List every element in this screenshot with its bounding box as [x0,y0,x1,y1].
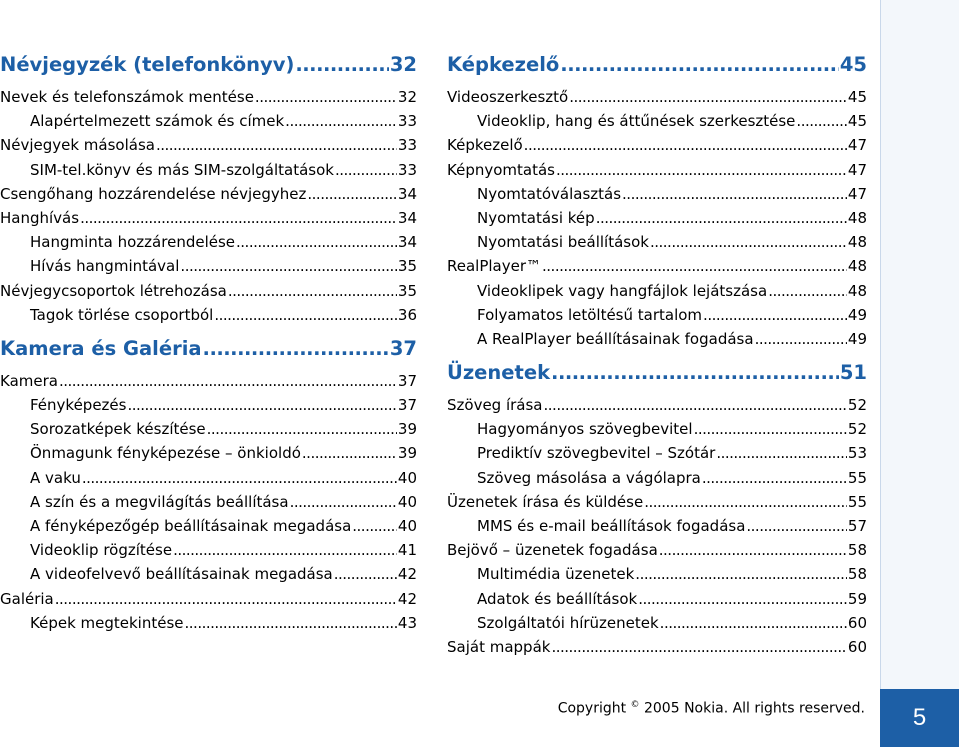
toc-entry-title: Saját mappák [447,637,551,656]
toc-entry[interactable] [0,158,417,182]
toc-entry-page: 49 [847,305,867,324]
toc-entry[interactable] [447,230,867,254]
toc-entry-page: 42 [397,565,417,584]
toc-entry[interactable] [0,611,417,635]
toc-entry[interactable] [0,562,417,586]
toc-entry[interactable] [447,182,867,206]
toc-entry-title: A fényképezőgép beállításainak megadása [30,517,352,535]
dot-leader [703,303,847,327]
toc-entry-page: 48 [847,281,867,300]
toc-entry-page: 55 [847,492,867,511]
dot-leader [334,562,397,586]
dot-leader [755,327,847,351]
toc-entry-title: Névjegyek másolása [0,136,155,155]
toc-entry-page: 37 [389,336,417,360]
dot-leader [702,466,847,490]
toc-entry[interactable] [447,303,867,327]
toc-entry-page: 48 [847,233,867,252]
toc-entry-title: Nyomtatóválasztás [477,184,622,203]
toc-entry-page: 45 [847,88,867,106]
dot-leader [173,538,397,562]
dot-leader [638,587,847,611]
toc-entry-page: 39 [397,420,417,439]
dot-leader [660,611,847,635]
dot-leader [285,109,397,133]
toc-entry-title: MMS és e-mail beállítások fogadása [477,517,746,535]
toc-entry-title: Nyomtatási beállítások [477,233,649,252]
toc-entry-title: Képkezelő [447,53,560,76]
toc-entry-title: Videoklipek vagy hangfájlok lejátszása [477,281,768,300]
toc-entry-page: 52 [847,396,867,415]
toc-entry[interactable] [447,109,867,133]
dot-leader [746,514,847,538]
toc-entry-page: 40 [397,492,417,511]
toc-entry-page: 43 [397,613,417,632]
toc-section-heading[interactable] [0,336,417,362]
dot-leader [569,85,847,109]
toc-entry-title: Képnyomtatás [447,160,555,179]
toc-entry-page: 41 [397,541,417,560]
dot-leader [82,466,397,490]
toc-entry-page: 32 [389,53,417,76]
dot-leader [622,182,847,206]
dot-leader [207,417,397,441]
toc-entry[interactable] [447,133,867,157]
dot-leader [544,393,847,417]
toc-entry-page: 34 [397,184,417,203]
dot-leader [796,109,846,133]
toc-entry[interactable] [447,279,867,303]
dot-leader [302,441,397,465]
toc-entry-title: Csengőhang hozzárendelése névjegyhez [0,184,307,203]
toc-entry-title: Hangminta hozzárendelése [30,233,236,252]
toc-entry-title: Folyamatos letöltésű tartalom [477,305,703,324]
toc-entry-page: 49 [847,329,867,348]
toc-entry[interactable] [0,206,417,230]
toc-entry-page: 48 [847,257,867,276]
toc-entry[interactable] [447,466,867,490]
dot-leader [542,254,847,278]
toc-entry[interactable] [447,393,867,417]
dot-leader [290,490,397,514]
toc-entry-page: 34 [397,208,417,227]
toc-entry-page: 33 [397,136,417,155]
toc-entry[interactable] [447,587,867,611]
dot-leader [255,85,397,109]
toc-entry[interactable] [447,254,867,278]
toc-entry-title: Videoklip rögzítése [30,541,173,560]
toc-entry[interactable] [0,538,417,562]
toc-entry-page: 34 [397,233,417,252]
toc-entry-title: Adatok és beállítások [477,589,638,608]
dot-leader [228,279,397,303]
toc-entry[interactable] [0,441,417,465]
toc-entry[interactable] [447,206,867,230]
toc-entry-page: 51 [839,361,867,385]
dot-leader [335,158,397,182]
toc-entry-title: SIM-tel.könyv és más SIM-szolgáltatások [30,160,334,179]
dot-leader [694,417,847,441]
toc-entry-page: 40 [397,517,417,535]
dot-leader [596,206,847,230]
dot-leader [295,52,389,78]
toc-entry-page: 60 [847,637,867,656]
dot-leader [635,562,847,586]
toc-entry-title: Hagyományos szövegbevitel [477,420,693,439]
dot-leader [214,303,397,327]
toc-entry[interactable] [447,611,867,635]
toc-entry-title: A RealPlayer beállításainak fogadása [477,329,754,348]
toc-entry[interactable] [447,441,867,465]
toc-entry-page: 45 [839,53,867,76]
section-spacer [447,351,867,360]
toc-entry[interactable] [0,514,417,538]
toc-entry-title: Kamera [0,371,58,390]
toc-entry[interactable] [0,230,417,254]
dot-leader [352,514,397,538]
toc-entry-title: Prediktív szövegbevitel – Szótár [477,444,716,463]
dot-leader [768,279,847,303]
toc-entry-title: Hanghívás [0,208,80,227]
toc-entry[interactable] [0,417,417,441]
toc-entry[interactable] [447,158,867,182]
toc-entry-title: Multimédia üzenetek [477,565,635,584]
toc-entry[interactable] [447,417,867,441]
toc-entry-title: Bejövő – üzenetek fogadása [447,541,658,560]
toc-entry-page: 35 [397,281,417,300]
toc-section-heading[interactable] [447,52,867,78]
toc-entry-title: Szöveg másolása a vágólapra [477,468,701,487]
toc-entry-page: 58 [847,541,867,560]
dot-leader [185,611,397,635]
dot-leader [560,52,839,78]
toc-entry-title: A vaku [30,468,81,487]
copyright-symbol: © [630,700,640,710]
toc-entry-title: Galéria [0,589,54,608]
toc-entry[interactable] [447,538,867,562]
toc-entry-page: 47 [847,184,867,203]
toc-entry-title: Névjegycsoportok létrehozása [0,281,227,300]
dot-leader [524,133,847,157]
dot-leader [180,254,396,278]
dot-leader [59,369,397,393]
toc-entry-page: 55 [847,468,867,487]
toc-entry-page: 42 [397,589,417,608]
toc-entry-page: 33 [397,112,417,131]
toc-entry-title: Hívás hangmintával [30,257,180,276]
toc-entry-page: 47 [847,136,867,155]
toc-entry-page: 47 [847,160,867,179]
toc-entry[interactable] [447,514,867,538]
toc-left-column [0,52,417,635]
dot-leader [80,206,397,230]
toc-entry-title: RealPlayer™ [447,257,542,276]
toc-entry[interactable] [0,254,417,278]
toc-entry[interactable] [0,85,417,109]
toc-entry-page: 40 [397,468,417,487]
toc-entry-page: 37 [397,371,417,390]
dot-leader [556,158,847,182]
toc-entry-title: A szín és a megvilágítás beállítása [30,492,289,511]
toc-entry-title: Önmagunk fényképezése – önkioldó [30,444,301,463]
toc-section-heading[interactable] [447,360,867,386]
toc-entry-title: Fényképezés [30,396,127,415]
toc-entry[interactable] [0,109,417,133]
toc-entry-page: 37 [397,396,417,415]
toc-entry[interactable] [0,303,417,327]
toc-entry[interactable] [447,562,867,586]
toc-entry-page: 60 [847,613,867,632]
dot-leader [551,360,839,386]
toc-entry-page: 35 [397,257,417,276]
toc-entry[interactable] [0,490,417,514]
dot-leader [127,393,396,417]
dot-leader [156,133,397,157]
toc-section-heading[interactable] [0,52,417,78]
page-sidebar [880,0,959,747]
dot-leader [650,230,847,254]
toc-entry[interactable] [447,635,867,659]
copyright-prefix: Copyright [557,700,631,717]
dot-leader [55,587,397,611]
copyright-suffix: 2005 Nokia. All rights reserved. [639,700,865,717]
dot-leader [203,336,389,362]
toc-entry-title: Alapértelmezett számok és címek [30,112,285,131]
toc-right-column [447,52,867,659]
toc-entry-page: 32 [397,88,417,106]
toc-entry[interactable] [0,182,417,206]
dot-leader [236,230,397,254]
toc-entry-title: Névjegyzék (telefonkönyv) [0,53,295,76]
toc-entry-page: 52 [847,420,867,439]
dot-leader [716,441,847,465]
toc-entry-page: 58 [847,565,867,584]
toc-entry[interactable] [447,327,867,351]
toc-entry[interactable] [0,393,417,417]
page-number: 5 [912,704,927,731]
toc-entry-page: 57 [847,517,867,535]
toc-entry-title: Videoszerkesztő [447,88,569,106]
toc-entry-title: Nyomtatási kép [477,208,595,227]
toc-entry-page: 48 [847,208,867,227]
toc-entry-page: 33 [397,160,417,179]
toc-entry-title: A videofelvevő beállításainak megadása [30,565,333,584]
toc-entry-title: Üzenetek [447,361,551,385]
toc-entry[interactable] [0,133,417,157]
section-spacer [0,327,417,336]
toc-entry-page: 45 [847,112,867,131]
toc-entry-title: Üzenetek írása és küldése [447,492,644,511]
toc-entry-title: Tagok törlése csoportból [30,305,214,324]
toc-entry-title: Szöveg írása [447,396,543,415]
toc-entry-title: Szolgáltatói hírüzenetek [477,613,659,632]
toc-entry-title: Videoklip, hang és áttűnések szerkesztése [477,112,796,131]
toc-entry[interactable] [447,85,867,109]
toc-entry[interactable] [0,279,417,303]
toc-entry[interactable] [0,369,417,393]
dot-leader [644,490,847,514]
toc-entry-title: Képek megtekintése [30,613,184,632]
toc-entry-page: 53 [847,444,867,463]
page-number-tab [880,689,959,747]
toc-entry[interactable] [0,466,417,490]
dot-leader [551,635,846,659]
toc-entry-page: 36 [397,305,417,324]
toc-entry-page: 39 [397,444,417,463]
toc-entry-title: Nevek és telefonszámok mentése [0,88,254,106]
toc-entry[interactable] [447,490,867,514]
toc-entry-title: Sorozatképek készítése [30,420,206,439]
toc-entry-title: Kamera és Galéria [0,336,202,360]
toc-entry[interactable] [0,587,417,611]
copyright-notice [558,700,865,717]
toc-entry-page: 59 [847,589,867,608]
dot-leader [659,538,847,562]
dot-leader [307,182,397,206]
toc-entry-title: Képkezelő [447,136,523,155]
